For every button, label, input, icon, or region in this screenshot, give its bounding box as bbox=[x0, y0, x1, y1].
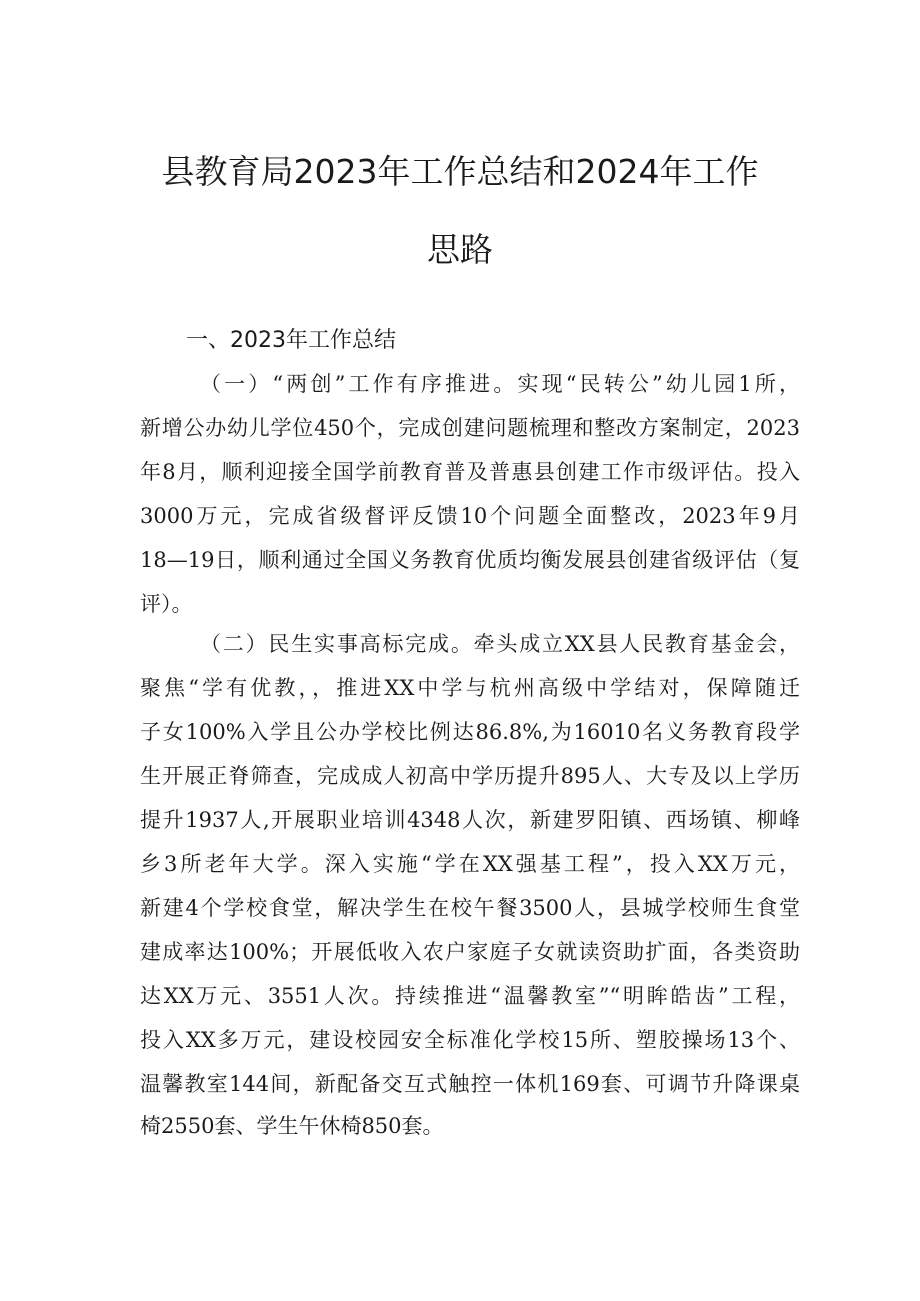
paragraph-2-line: 提升1937人,开展职业培训4348人次，新建罗阳镇、西场镇、柳峰 bbox=[140, 808, 800, 832]
paragraph-2-line: 乡3所老年大学。深入实施“学在XX强基工程”，投入XX万元， bbox=[140, 852, 800, 876]
paragraph-2-line: 子女100%入学且公办学校比例达86.8%,为16010名义务教育段学 bbox=[140, 720, 800, 744]
paragraph-2-line: （二）民生实事高标完成。牵头成立XX县人民教育基金会， bbox=[200, 632, 800, 656]
paragraph-2-line: 建成率达100%；开展低收入农户家庭子女就读资助扩面，各类资助 bbox=[140, 940, 800, 964]
section-heading: 一、2023年工作总结 bbox=[186, 328, 396, 353]
paragraph-1-line: 年8月，顺利迎接全国学前教育普及普惠县创建工作市级评估。投入 bbox=[140, 460, 800, 484]
paragraph-1-line: 评）。 bbox=[140, 592, 193, 616]
paragraph-2-line: 聚焦“学有优教，，推进XX中学与杭州高级中学结对，保障随迁 bbox=[140, 676, 800, 700]
paragraph-1-line: 新增公办幼儿学位450个，完成创建问题梳理和整改方案制定，2023 bbox=[140, 416, 800, 440]
paragraph-1-line: 18—19日，顺利通过全国义务教育优质均衡发展县创建省级评估（复 bbox=[140, 548, 800, 572]
paragraph-2-line: 椅2550套、学生午休椅850套。 bbox=[140, 1114, 444, 1138]
document-title-line-1: 县教育局2023年工作总结和2024年工作 bbox=[161, 152, 759, 191]
paragraph-2-line: 投入XX多万元，建设校园安全标准化学校15所、塑胶操场13个、 bbox=[140, 1028, 800, 1052]
paragraph-2-line: 达XX万元、3551人次。持续推进“温馨教室”“明眸皓齿”工程， bbox=[140, 984, 800, 1008]
paragraph-2-line: 新建4个学校食堂，解决学生在校午餐3500人，县城学校师生食堂 bbox=[140, 896, 800, 920]
paragraph-2-line: 温馨教室144间，新配备交互式触控一体机169套、可调节升降课桌 bbox=[140, 1072, 800, 1096]
paragraph-1-line: （一）“两创”工作有序推进。实现“民转公”幼儿园1所， bbox=[200, 372, 800, 396]
paragraph-2-line: 生开展正脊筛查，完成成人初高中学历提升895人、大专及以上学历 bbox=[140, 764, 800, 788]
document-title-line-2: 思路 bbox=[427, 230, 493, 269]
paragraph-1-line: 3000万元，完成省级督评反馈10个问题全面整改，2023年9月 bbox=[140, 504, 800, 528]
